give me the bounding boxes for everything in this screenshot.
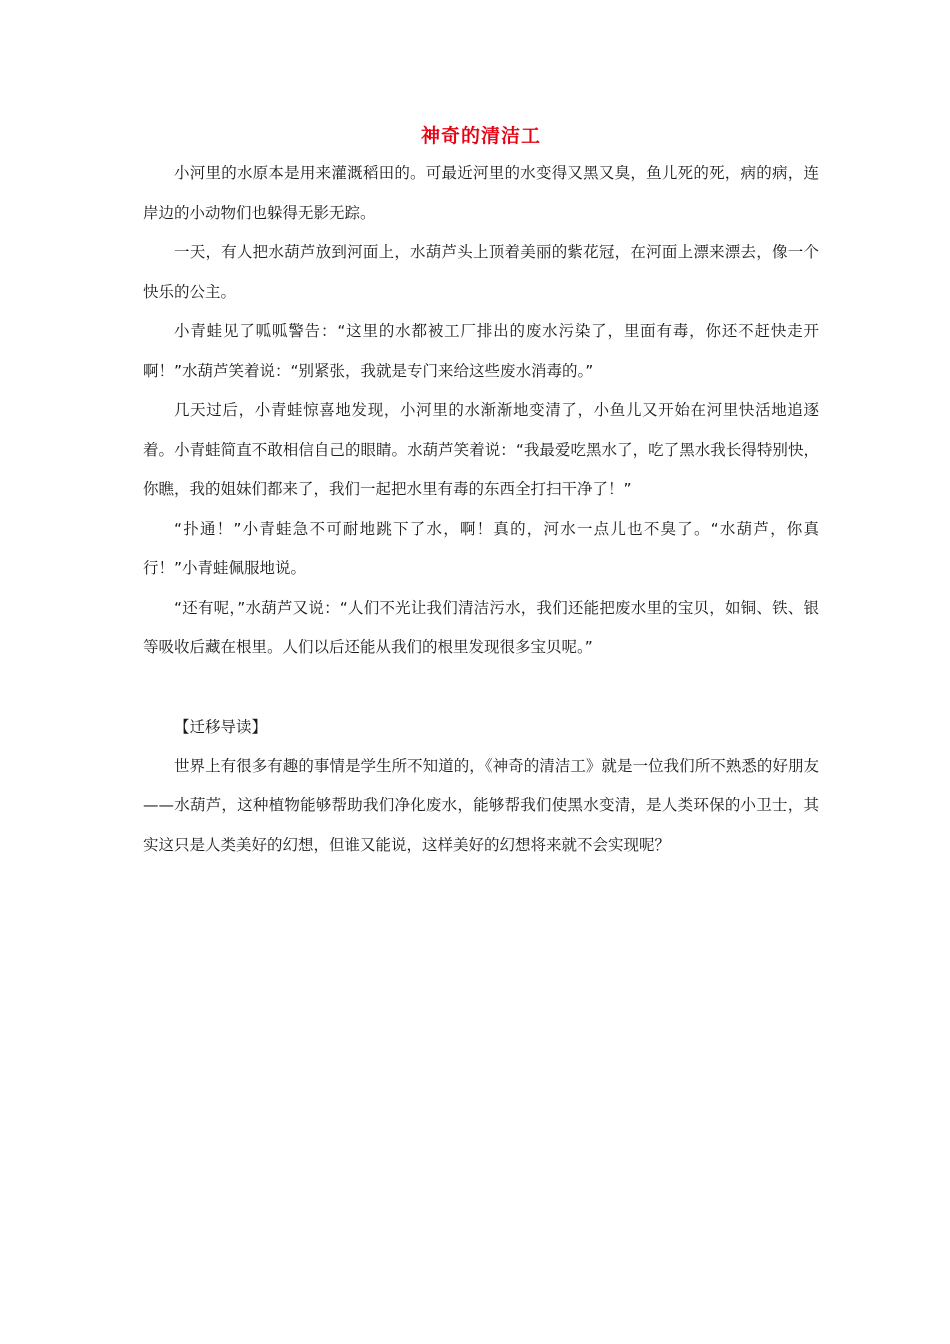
- document-page: [143, 118, 819, 865]
- story-paragraph-4: 几天过后，小青蛙惊喜地发现，小河里的水渐渐地变清了，小鱼儿又开始在河里快活地追逐着。小青蛙简直不敢相信自己的眼睛。水葫芦笑着说：“我最爱吃黑水了，吃了黑水我长得特别快，你瞧，我的姐妹们都来了，我们一起把水里有毒的东西全打扫干净了！”: [143, 401, 819, 498]
- story-paragraph-6: “还有呢，”水葫芦又说：“人们不光让我们清洁污水，我们还能把废水里的宝贝，如铜、铁、银等吸收后藏在根里。人们以后还能从我们的根里发现很多宝贝呢。”: [143, 598, 819, 656]
- document-title: 神奇的清洁工: [420, 125, 541, 147]
- story-paragraph-1: 小河里的水原本是用来灌溉稻田的。可最近河里的水变得又黑又臭，鱼儿死的死，病的病，连岸边的小动物们也躲得无影无踪。: [143, 164, 819, 222]
- guide-paragraph: 世界上有很多有趣的事情是学生所不知道的，《神奇的清洁工》就是一位我们所不熟悉的好朋友——水葫芦，这种植物能够帮助我们净化废水，能够帮我们使黑水变清，是人类环保的小卫士，其实这只是人类美好的幻想，但谁又能说，这样美好的幻想将来就不会实现呢？: [143, 756, 819, 854]
- section-spacer: [143, 668, 819, 708]
- story-paragraph-3: 小青蛙见了呱呱警告：“这里的水都被工厂排出的废水污染了，里面有毒，你还不赶快走开啊！”水葫芦笑着说：“别紧张，我就是专门来给这些废水消毒的。”: [143, 322, 819, 380]
- story-paragraph-2: 一天，有人把水葫芦放到河面上，水葫芦头上顶着美丽的紫花冠，在河面上漂来漂去，像一个快乐的公主。: [143, 243, 819, 301]
- guide-section-label: 【迁移导读】: [174, 717, 268, 736]
- story-paragraph-5: “扑通！”小青蛙急不可耐地跳下了水，啊！真的，河水一点儿也不臭了。“水葫芦，你真行！”小青蛙佩服地说。: [143, 519, 819, 577]
